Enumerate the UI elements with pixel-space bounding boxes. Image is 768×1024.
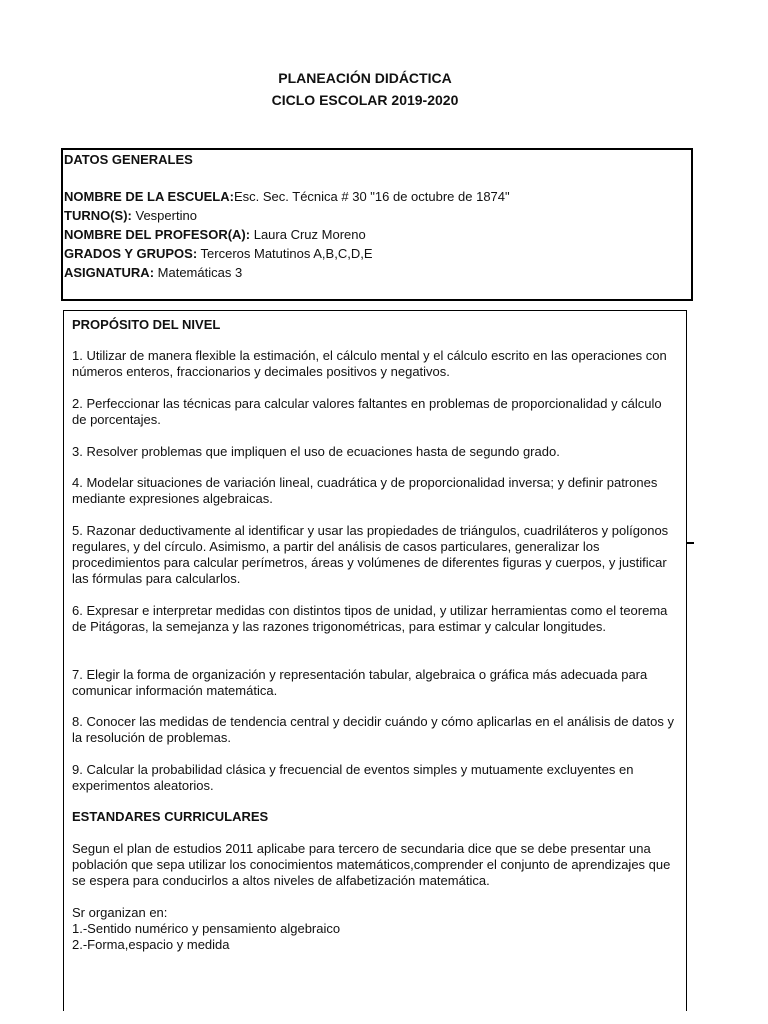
- estandares-intro: Segun el plan de estudios 2011 aplicabe para tercero de secundaria dice que se debe presentar una población que sepa utilizar los conocimientos matemáticos,comprender el conjunto de aprendizajes que se espera para conducirlos a altos niveles de alfabetización matemática.: [72, 841, 671, 888]
- datos-generales-box: [61, 148, 693, 301]
- proposito-heading: PROPÓSITO DEL NIVEL: [72, 317, 221, 332]
- escuela-value: Esc. Sec. Técnica # 30 "16 de octubre de 1874": [233, 189, 510, 204]
- document-title: PLANEACIÓN DIDÁCTICA: [278, 70, 452, 86]
- document-subtitle: CICLO ESCOLAR 2019-2020: [271, 92, 459, 108]
- profesor-row: [64, 225, 366, 244]
- proposito-item-8: 8. Conocer las medidas de tendencia central y decidir cuándo y cómo aplicarlas en el análisis de datos y la resolución de problemas.: [72, 714, 674, 745]
- proposito-box: [63, 310, 687, 1011]
- grados-row: [64, 244, 373, 263]
- escuela-row: [64, 187, 510, 206]
- estandares-heading: ESTANDARES CURRICULARES: [72, 809, 269, 824]
- proposito-item-4: 4. Modelar situaciones de variación lineal, cuadrática y de proporcionalidad inversa; y definir patrones mediante expresiones algebraicas.: [72, 475, 658, 506]
- estandares-list-item-1: 1.-Sentido numérico y pensamiento algebraico: [72, 921, 341, 936]
- proposito-item-2: 2. Perfeccionar las técnicas para calcular valores faltantes en problemas de proporcionalidad y cálculo de porcentajes.: [72, 396, 662, 427]
- profesor-label: NOMBRE DEL PROFESOR(A):: [64, 227, 251, 242]
- asignatura-row: [64, 263, 242, 282]
- estandares-list-item-2: 2.-Forma,espacio y medida: [72, 937, 230, 952]
- turno-value: Vespertino: [131, 208, 197, 223]
- margin-tick-mark: [686, 542, 694, 544]
- datos-generales-heading: DATOS GENERALES: [64, 152, 193, 167]
- turno-row: [64, 206, 197, 225]
- estandares-organizan: Sr organizan en:: [72, 905, 168, 920]
- profesor-value: Laura Cruz Moreno: [250, 227, 366, 242]
- proposito-item-5: 5. Razonar deductivamente al identificar y usar las propiedades de triángulos, cuadriláteros y polígonos regulares, y del círculo. Asimismo, a partir del análisis de casos particulares, generalizar los procedimientos para calcular perímetros, áreas y volúmenes de diferentes figuras y cuerpos, y justificar las fórmulas para calcularlos.: [72, 523, 669, 586]
- grados-value: Terceros Matutinos A,B,C,D,E: [197, 246, 373, 261]
- grados-label: GRADOS Y GRUPOS:: [64, 246, 198, 261]
- proposito-item-9: 9. Calcular la probabilidad clásica y frecuencial de eventos simples y mutuamente excluyentes en experimentos aleatorios.: [72, 762, 634, 793]
- proposito-item-3: 3. Resolver problemas que impliquen el uso de ecuaciones hasta de segundo grado.: [72, 444, 560, 459]
- escuela-label: NOMBRE DE LA ESCUELA:: [64, 189, 234, 204]
- turno-label: TURNO(S):: [64, 208, 132, 223]
- proposito-item-6: 6. Expresar e interpretar medidas con distintos tipos de unidad, y utilizar herramientas como el teorema de Pitágoras, la semejanza y las razones trigonométricas, para estimar y calcular longitudes.: [72, 603, 668, 634]
- proposito-item-7: 7. Elegir la forma de organización y representación tabular, algebraica o gráfica más adecuada para comunicar información matemática.: [72, 667, 648, 698]
- asignatura-label: ASIGNATURA:: [64, 265, 155, 280]
- proposito-item-1: 1. Utilizar de manera flexible la estimación, el cálculo mental y el cálculo escrito en las operaciones con números enteros, fraccionarios y decimales positivos y negativos.: [72, 348, 667, 379]
- asignatura-value: Matemáticas 3: [154, 265, 243, 280]
